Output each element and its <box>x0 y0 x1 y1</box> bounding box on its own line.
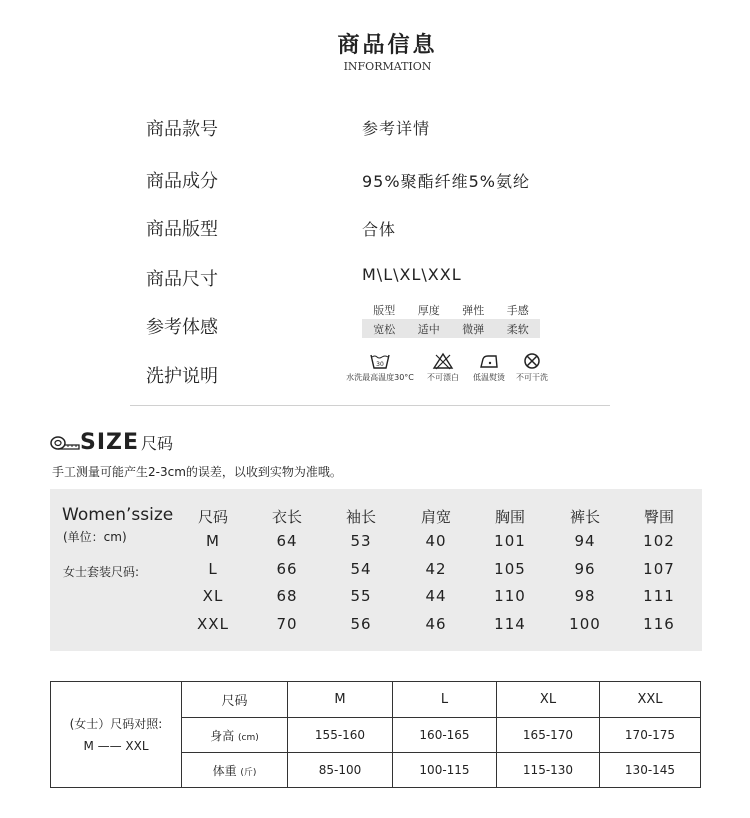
reference-header: 尺码 <box>182 682 288 718</box>
reference-header: L <box>393 682 497 718</box>
feel-value-cell: 柔软 <box>506 322 529 336</box>
size-chart-cell: 110 <box>494 587 526 605</box>
care-item-bleach <box>423 352 463 383</box>
info-value-fit: 合体 <box>362 220 397 239</box>
info-label-feel: 参考体感 <box>146 317 218 338</box>
reference-cell: 100-115 <box>393 753 497 788</box>
size-chart-header: 臀围 <box>643 508 674 526</box>
feel-header-cell: 手感 <box>506 303 529 317</box>
weight-label: 体重 <box>212 763 237 778</box>
size-chart-cell: 116 <box>643 615 675 633</box>
wash-30-icon <box>369 352 391 370</box>
size-chart-cell: 96 <box>574 560 596 578</box>
feel-value-row <box>362 319 540 338</box>
size-chart-header: 袖长 <box>345 508 376 526</box>
reference-cell: 170-175 <box>600 718 701 753</box>
size-chart-cell: 100 <box>569 615 601 633</box>
info-label-fit: 商品版型 <box>146 219 218 240</box>
size-title: SIZE <box>80 430 140 455</box>
size-chart-cell: 42 <box>425 560 447 578</box>
size-chart-unit: (单位：cm) <box>63 530 127 544</box>
reference-cell: 165-170 <box>497 718 600 753</box>
size-chart-title: Women’ssize <box>62 505 174 525</box>
size-chart-cell: 56 <box>350 615 372 633</box>
size-chart-header: 尺码 <box>197 508 228 526</box>
info-label-care: 洗护说明 <box>146 366 218 387</box>
reference-left-range: M —— XXL <box>83 738 149 753</box>
size-reference-table <box>50 681 701 788</box>
care-label: 低温熨烫 <box>473 373 505 382</box>
care-item-wash <box>344 352 416 383</box>
size-subtitle: 尺码 <box>141 434 174 453</box>
size-chart-header: 裤长 <box>569 508 600 526</box>
size-chart-cell: 111 <box>643 587 675 605</box>
reference-header: M <box>288 682 393 718</box>
reference-row-label <box>182 718 288 753</box>
reference-cell: 160-165 <box>393 718 497 753</box>
size-heading <box>50 430 173 455</box>
size-chart-cell: 64 <box>276 532 298 550</box>
height-label: 身高 <box>210 728 235 743</box>
reference-cell: 155-160 <box>288 718 393 753</box>
feel-table <box>362 300 540 338</box>
no-dry-clean-icon <box>521 352 543 370</box>
size-chart-cell: 107 <box>643 560 675 578</box>
size-chart-cell: 54 <box>350 560 372 578</box>
info-label-composition: 商品成分 <box>146 171 218 192</box>
size-chart-suit-label: 女士套装尺码: <box>63 565 140 579</box>
size-chart-cell: 40 <box>425 532 447 550</box>
size-chart-header: 肩宽 <box>420 508 451 526</box>
info-value-composition: 95%聚酯纤维5%氨纶 <box>362 172 530 191</box>
feel-value-cell: 微弹 <box>462 322 485 336</box>
info-value-size: M\L\XL\XXL <box>362 265 462 284</box>
section-divider <box>130 405 610 406</box>
wash-temp: 30 <box>376 361 384 368</box>
no-bleach-icon <box>432 352 454 370</box>
care-item-dryclean <box>512 352 552 383</box>
reference-header: XL <box>497 682 600 718</box>
size-chart-cell: 94 <box>574 532 596 550</box>
size-chart-cell: 102 <box>643 532 675 550</box>
reference-cell: 115-130 <box>497 753 600 788</box>
info-label-style-no: 商品款号 <box>146 119 218 140</box>
info-value-style-no: 参考详情 <box>362 119 431 138</box>
care-label: 水洗最高温度30°C <box>346 373 414 382</box>
page-title: 商品信息 <box>337 33 438 58</box>
size-chart-cell: 66 <box>276 560 298 578</box>
size-chart-cell: 46 <box>425 615 447 633</box>
size-chart-cell: 98 <box>574 587 596 605</box>
reference-row-label <box>182 753 288 788</box>
feel-value-cell: 宽松 <box>373 322 396 336</box>
size-chart-cell: 114 <box>494 615 526 633</box>
size-chart-cell: 105 <box>494 560 526 578</box>
reference-left-title: (女士）尺码对照: <box>69 716 163 731</box>
size-chart-cell: 53 <box>350 532 372 550</box>
feel-header-row <box>362 300 540 319</box>
size-chart-header: 胸围 <box>494 508 525 526</box>
info-label-size: 商品尺寸 <box>146 269 218 290</box>
reference-header: XXL <box>600 682 701 718</box>
feel-header-cell: 弹性 <box>462 303 485 317</box>
reference-cell: 130-145 <box>600 753 701 788</box>
height-unit: (cm) <box>238 732 259 743</box>
size-chart-cell: 44 <box>425 587 447 605</box>
size-chart-cell: M <box>206 532 220 550</box>
feel-header-cell: 厚度 <box>417 303 440 317</box>
size-chart-cell: 70 <box>276 615 298 633</box>
measurement-note: 手工测量可能产生2-3cm的误差，以收到实物为准哦。 <box>52 465 342 479</box>
care-label: 不可干洗 <box>516 373 548 382</box>
reference-cell: 85-100 <box>288 753 393 788</box>
size-chart-cell: XXL <box>197 615 229 633</box>
size-chart-cell: 55 <box>350 587 372 605</box>
size-chart-cell: XL <box>202 587 224 605</box>
size-chart-cell: L <box>208 560 218 578</box>
feel-value-cell: 适中 <box>417 322 440 336</box>
feel-header-cell: 版型 <box>373 303 396 317</box>
care-item-iron <box>468 352 510 383</box>
size-chart-header: 衣长 <box>271 508 302 526</box>
tape-measure-icon <box>50 435 80 451</box>
weight-unit: (斤) <box>240 767 257 778</box>
page-subtitle: INFORMATION <box>343 60 432 73</box>
size-chart-cell: 101 <box>494 532 526 550</box>
reference-left-cell <box>51 682 182 788</box>
care-label: 不可漂白 <box>427 373 459 382</box>
low-iron-icon <box>478 352 500 370</box>
size-chart-cell: 68 <box>276 587 298 605</box>
